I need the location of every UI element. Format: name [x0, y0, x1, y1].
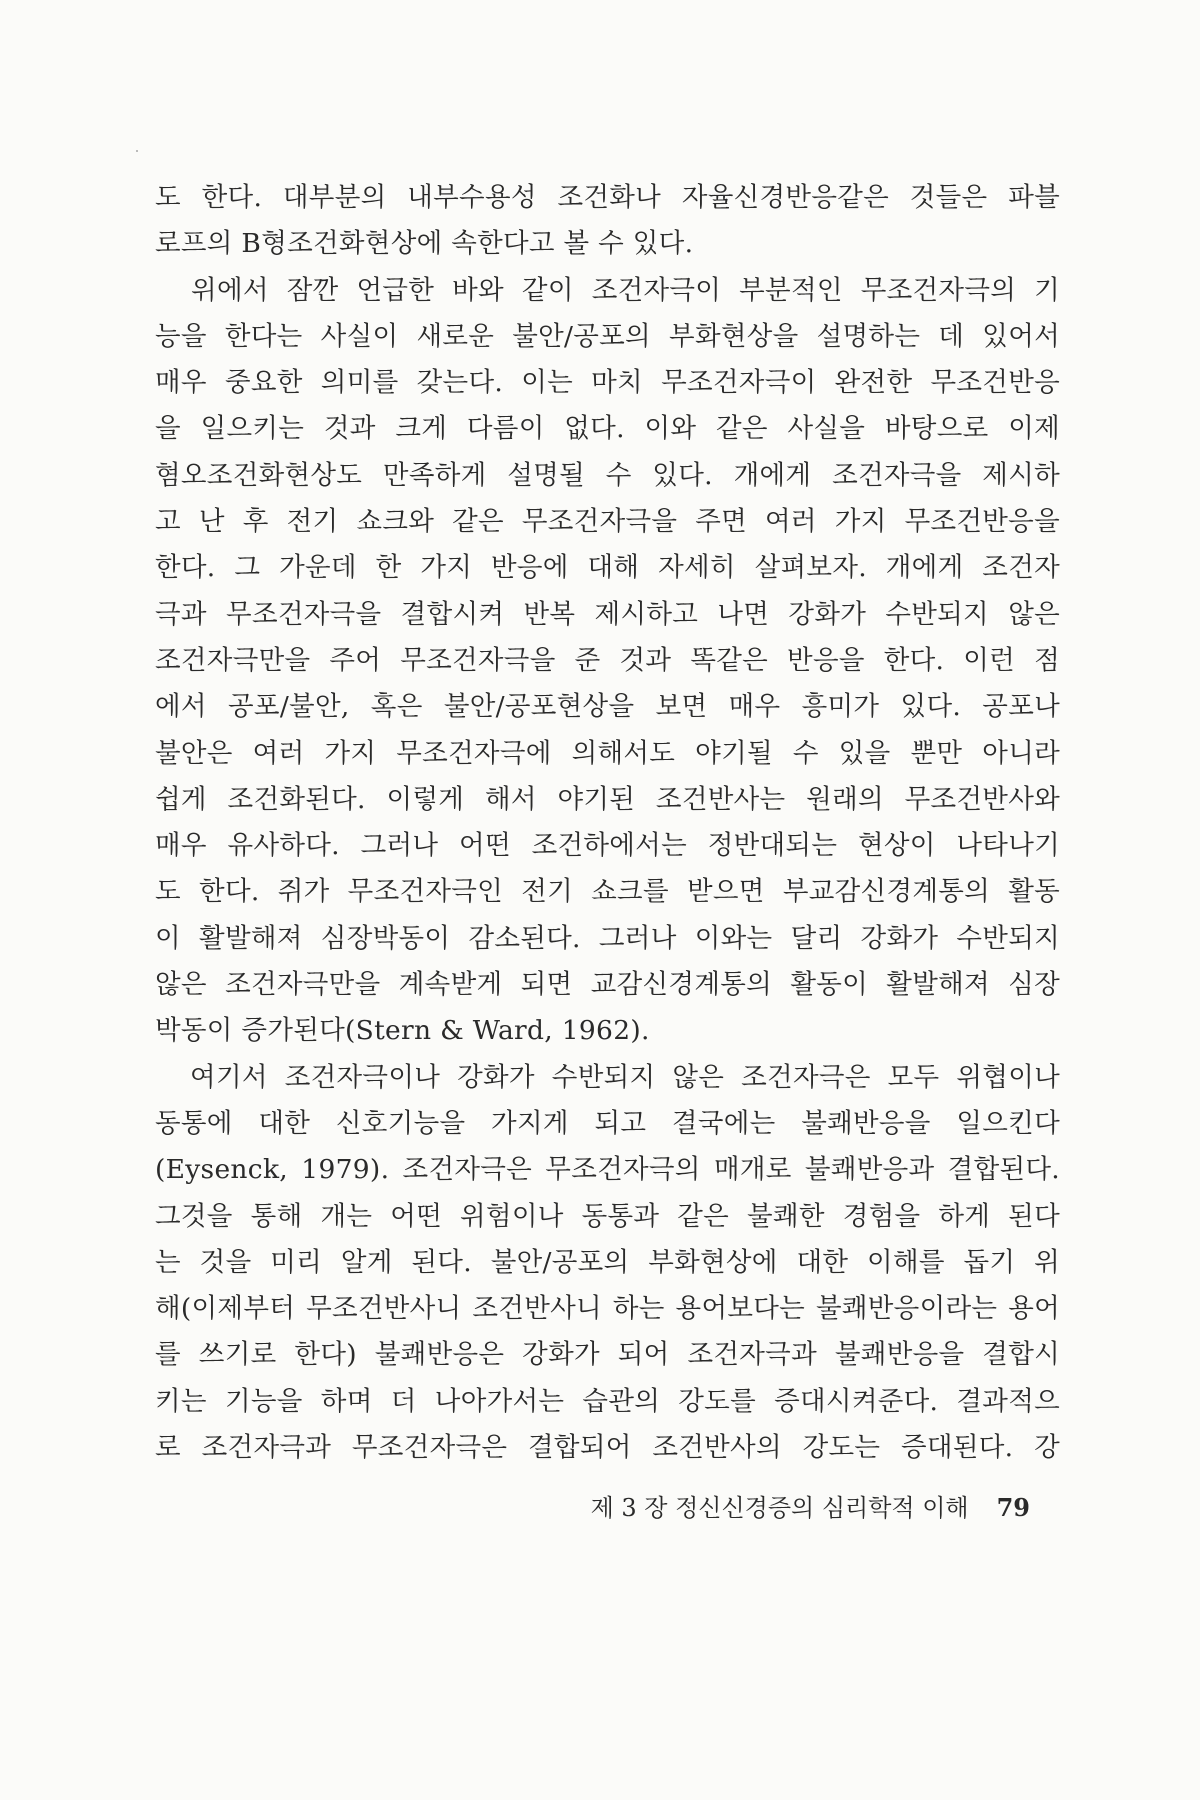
text-line: 에서 공포/불안, 혹은 불안/공포현상을 보면 매우 흥미가 있다. 공포나 [155, 691, 1060, 723]
text-line: 극과 무조건자극을 결합시켜 반복 제시하고 나면 강화가 수반되지 않은 [155, 598, 1060, 630]
text-line: 해(이제부터 무조건반사니 조건반사니 하는 용어보다는 불쾌반응이라는 용어 [155, 1293, 1060, 1325]
text-line: 을 일으키는 것과 크게 다름이 없다. 이와 같은 사실을 바탕으로 이제 [155, 413, 1060, 445]
text-line: 로프의 B형조건화현상에 속한다고 볼 수 있다. [155, 228, 694, 260]
text-line: 를 쓰기로 한다) 불쾌반응은 강화가 되어 조건자극과 불쾌반응을 결합시 [155, 1339, 1060, 1371]
text-line: 박동이 증가된다(Stern & Ward, 1962). [155, 1015, 650, 1047]
text-line: 이 활발해져 심장박동이 감소된다. 그러나 이와는 달리 강화가 수반되지 [155, 922, 1060, 954]
text-line: 는 것을 미리 알게 된다. 불안/공포의 부화현상에 대한 이해를 돕기 위 [155, 1246, 1060, 1278]
chapter-title: 제 3 장 정신신경증의 심리학적 이해 [590, 1494, 969, 1522]
text-line: 않은 조건자극만을 계속받게 되면 교감신경계통의 활동이 활발해져 심장 [155, 969, 1060, 1001]
text-line: 조건자극만을 주어 무조건자극을 준 것과 똑같은 반응을 한다. 이런 점 [155, 644, 1060, 676]
text-line: 여기서 조건자극이나 강화가 수반되지 않은 조건자극은 모두 위협이나 [155, 1061, 1060, 1093]
text-line: 능을 한다는 사실이 새로운 불안/공포의 부화현상을 설명하는 데 있어서 [155, 320, 1060, 352]
page-number: 79 [996, 1493, 1030, 1522]
text-line: 매우 유사하다. 그러나 어떤 조건하에서는 정반대되는 현상이 나타나기 [155, 830, 1060, 862]
text-line: 혐오조건화현상도 만족하게 설명될 수 있다. 개에게 조건자극을 제시하 [155, 459, 1060, 491]
text-line: 로 조건자극과 무조건자극은 결합되어 조건반사의 강도는 증대된다. 강 [155, 1432, 1060, 1464]
scan-speck [136, 150, 138, 152]
text-line: 위에서 잠깐 언급한 바와 같이 조건자극이 부분적인 무조건자극의 기 [155, 274, 1060, 306]
text-line: 동통에 대한 신호기능을 가지게 되고 결국에는 불쾌반응을 일으킨다 [155, 1107, 1060, 1139]
text-line: 그것을 통해 개는 어떤 위험이나 동통과 같은 불쾌한 경험을 하게 된다 [155, 1200, 1060, 1232]
text-line: 쉽게 조건화된다. 이렇게 해서 야기된 조건반사는 원래의 무조건반사와 [155, 783, 1060, 815]
text-line: 한다. 그 가운데 한 가지 반응에 대해 자세히 살펴보자. 개에게 조건자 [155, 552, 1060, 584]
text-line: 불안은 여러 가지 무조건자극에 의해서도 야기될 수 있을 뿐만 아니라 [155, 737, 1060, 769]
text-line: 도 한다. 쥐가 무조건자극인 전기 쇼크를 받으면 부교감신경계통의 활동 [155, 876, 1060, 908]
body-text [155, 175, 1060, 1471]
text-line: 고 난 후 전기 쇼크와 같은 무조건자극을 주면 여러 가지 무조건반응을 [155, 506, 1060, 538]
text-line: (Eysenck, 1979). 조건자극은 무조건자극의 매개로 불쾌반응과 결합된다. [155, 1154, 1060, 1186]
text-line: 도 한다. 대부분의 내부수용성 조건화나 자율신경반응같은 것들은 파블 [155, 182, 1060, 213]
text-line: 키는 기능을 하며 더 나아가서는 습관의 강도를 증대시켜준다. 결과적으 [155, 1385, 1060, 1417]
running-footer [591, 1488, 1030, 1523]
text-line: 매우 중요한 의미를 갖는다. 이는 마치 무조건자극이 완전한 무조건반응 [155, 367, 1060, 399]
